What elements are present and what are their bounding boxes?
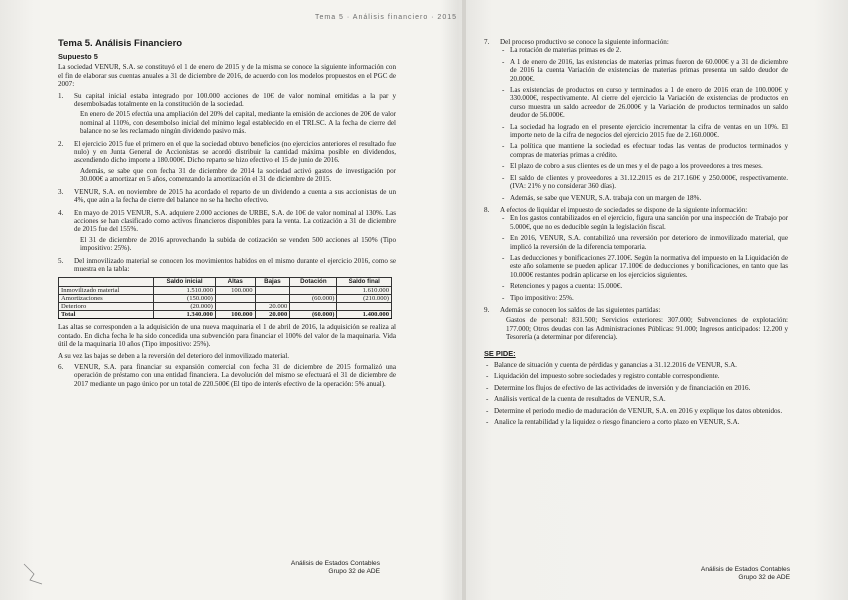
page-title: Tema 5. Análisis Financiero: [58, 38, 183, 49]
footer-line: Análisis de Estados Contables: [700, 566, 790, 573]
list-item: [484, 306, 788, 342]
table-cell: [337, 302, 392, 310]
table-note: Las altas se corresponden a la adquisición de una nueva maquinaria el 1 de abril de 2016, la adquisición se realiza al contado. En dicha fecha le ha sido concedida una subvención para financiar el 100% del valor de la maquinaria. Vida útil de la maquinaria 10 años (Tipo impositivo: 25%).: [58, 323, 396, 349]
table-cell: [255, 286, 290, 294]
item-text: Su capital inicial estaba integrado por 100.000 acciones de 10€ de valor nominal emitidas a la par y desembolsadas totalmente en la constitución de la sociedad.: [74, 91, 396, 109]
fixed-assets-table: [58, 277, 392, 319]
table-cell: Total: [59, 311, 154, 319]
item-number: 9.: [484, 305, 490, 314]
footer-line: Análisis de Estados Contables: [290, 560, 380, 567]
bullet-list: [500, 46, 788, 202]
table-header-row: [59, 278, 392, 286]
item-number: 3.: [58, 187, 64, 196]
list-item: [58, 209, 396, 253]
table-cell: [215, 302, 255, 310]
table-cell: (20.000): [154, 302, 216, 310]
bullet-item: - En los gastos contabilizados en el ejercicio, figura una sanción por una inspección de Trabajo por 5.000€, que no es deducible según la legislación fiscal.: [500, 214, 788, 231]
bullet-item: - Retenciones y pagos a cuenta: 15.000€.: [500, 282, 788, 290]
table-cell: (210.000): [337, 294, 392, 302]
item-text: VENUR, S.A. en noviembre de 2015 ha acordado el reparto de un dividendo a cuenta a sus accionistas de un 4%, que aún a la fecha de cierre del balance no se ha hecho efectivo.: [74, 187, 396, 205]
item-number: 6.: [58, 362, 64, 371]
bullet-list: [500, 214, 788, 302]
item-number: 8.: [484, 205, 490, 214]
item-number: 1.: [58, 91, 64, 100]
table-cell: [290, 302, 337, 310]
table-cell: [215, 294, 255, 302]
bullet-item: - Las existencias de productos en curso y terminados a 1 de enero de 2016 eran de 100.000€ y 330.000€, respectivamente. Al cierre del ejercicio la Variación de existencias de productos en curso muestra un saldo acreedor de 26.000€ y la Variación de productos terminados un saldo deudor de 56.000€.: [500, 86, 788, 120]
list-item: [58, 92, 396, 136]
bullet-item: - A 1 de enero de 2016, las existencias de materias primas fueron de 60.000€ y a 31 de diciembre de 2016 la cuenta Variación de existencias de materias primas presenta un saldo deudor de 20.000€.: [500, 58, 788, 83]
table-header-cell: Bajas: [255, 278, 290, 286]
list-item: [484, 38, 788, 202]
list-item: [58, 188, 396, 205]
table-cell: Deterioro: [59, 302, 154, 310]
item-number: 4.: [58, 208, 64, 217]
task-item: - Determine el periodo medio de maduración de VENUR, S.A. en 2016 y explique los datos obtenidos.: [484, 407, 788, 415]
item-subparagraph: Además, se sabe que con fecha 31 de diciembre de 2014 la sociedad activó gastos de investigación por 30.000€ a amortizar en 5 años, comenzando la amortización el 31 de diciembre de 2015.: [80, 166, 396, 184]
table-row: [59, 302, 392, 310]
footer-line: Grupo 32 de ADE: [738, 573, 790, 581]
table-cell: 20.000: [255, 302, 290, 310]
bullet-item: - La sociedad ha logrado en el presente ejercicio incrementar la cifra de ventas en un 10%. El importe neto de la cifra de negocios del ejercicio 2015 fue de 2.160.000€.: [500, 123, 788, 140]
item-subparagraph: El 31 de diciembre de 2016 aprovechando la subida de cotización se venden 500 acciones al 150% (Tipo impositivo: 25%).: [80, 235, 396, 253]
list-item: [58, 257, 396, 274]
numbered-items: [58, 92, 396, 274]
table-cell: Amortizaciones: [59, 294, 154, 302]
list-item: [58, 140, 396, 184]
header-scribble: Tema 5 · Análisis financiero · 2015: [315, 14, 457, 21]
case-subtitle: Supuesto 5: [58, 52, 98, 61]
task-item: - Liquidación del impuesto sobre sociedades y registro contable correspondiente.: [484, 372, 788, 380]
table-cell: Inmovilizado material: [59, 286, 154, 294]
item-text: Del proceso productivo se conoce la siguiente información:: [500, 38, 669, 46]
table-cell: 100.000: [215, 311, 255, 319]
task-item: - Analice la rentabilidad y la liquidez o riesgo financiero a corto plazo en VENUR, S.A.: [484, 418, 788, 426]
item-number: 7.: [484, 38, 490, 46]
bullet-item: - El plazo de cobro a sus clientes es de un mes y el de pago a los proveedores a tres meses.: [500, 162, 788, 170]
list-item: [58, 363, 396, 388]
task-item: - Análisis vertical de la cuenta de resultados de VENUR, S.A.: [484, 395, 788, 403]
table-cell: 1.400.000: [337, 311, 392, 319]
item-text: El ejercicio 2015 fue el primero en el que la sociedad obtuvo beneficios (no ejercicios anteriores el resultado fue nulo) y en Junta General de Accionistas se acordó distribuir la cantidad máxima posible en dividendos, ascendiendo dicho importe a 180.000€. Dicho reparto se hizo efectivo el 15 de junio de 2016.: [74, 139, 396, 165]
right-page: [484, 38, 788, 429]
bullet-item: - La rotación de materias primas es de 2.: [500, 46, 788, 54]
left-page: [58, 38, 396, 392]
bullet-item: - Las deducciones y bonificaciones 27.100€. Según la normativa del impuesto en la Liquidación de este año solamente se pueden aplicar 17.100€ de deducciones y bonificaciones, en tanto que las 10.000€ restantes podrán aplicarse en los ejercicios siguientes.: [500, 254, 788, 279]
bullet-item: - El saldo de clientes y proveedores a 31.12.2015 es de 217.160€ y 250.000€, respectivamente. (IVA: 21% y no considerar 360 días).: [500, 174, 788, 191]
table-cell: [290, 286, 337, 294]
task-item: - Balance de situación y cuenta de pérdidas y ganancias a 31.12.2016 de VENUR, S.A.: [484, 361, 788, 369]
table-cell: (60.000): [290, 311, 337, 319]
bullet-item: - La política que mantiene la sociedad es efectuar todas las ventas de productos terminados y compras de materias primas a crédito.: [500, 142, 788, 159]
list-item: [484, 206, 788, 302]
item-number: 2.: [58, 139, 64, 148]
page-fold-gutter: [462, 0, 466, 600]
right-page-footer: [660, 566, 790, 581]
table-total-row: [59, 311, 392, 319]
se-pide-heading: SE PIDE:: [484, 348, 516, 358]
footer-line: Grupo 32 de ADE: [328, 567, 380, 575]
item-text: Del inmovilizado material se conocen los movimientos habidos en el mismo durante el ejercicio 2016, como se muestra en la tabla:: [74, 256, 396, 273]
table-header-cell: Saldo final: [337, 278, 392, 286]
item-text: Además se conocen los saldos de las siguientes partidas:: [500, 305, 661, 314]
numbered-items-right: [484, 38, 788, 342]
item-subparagraph: Gastos de personal: 831.500; Servicios exteriores: 307.000; Subvenciones de explotación: 177.000; Otros deudas con las Administraciones Públicas: 91.000; Ingresos anticipados: 12.200 y Tesorería (a determinar por diferencia).: [506, 316, 788, 342]
table-header-cell: Altas: [215, 278, 255, 286]
table-header-cell: Saldo inicial: [154, 278, 216, 286]
intro-paragraph: La sociedad VENUR, S.A. se constituyó el 1 de enero de 2015 y de la misma se conoce la siguiente información con el fin de elaborar sus cuentas anuales a 31 de diciembre de 2016, de acuerdo con los modelos propuestos en el PGC de 2007:: [58, 63, 396, 89]
se-pide-list: [484, 361, 788, 426]
left-page-footer: [260, 560, 380, 575]
bullet-item: - Tipo impositivo: 25%.: [500, 294, 788, 302]
table-cell: 20.000: [255, 311, 290, 319]
bullet-item: - En 2016, VENUR, S.A. contabilizó una reversión por deterioro de inmovilizado material, que implicó la reversión de la diferencia temporaria.: [500, 234, 788, 251]
numbered-items-continued: [58, 363, 396, 388]
task-item: - Determine los flujos de efectivo de las actividades de inversión y de financiación en 2016.: [484, 384, 788, 392]
table-cell: 100.000: [215, 286, 255, 294]
table-header-cell: [59, 278, 154, 286]
table-cell: 1.610.000: [337, 286, 392, 294]
pen-scribble-mark: [22, 560, 48, 586]
table-cell: 1.340.000: [154, 311, 216, 319]
item-number: 5.: [58, 256, 64, 265]
table-cell: (60.000): [290, 294, 337, 302]
table-row: [59, 286, 392, 294]
table-note: A su vez las bajas se deben a la reversión del deterioro del inmovilizado material.: [58, 351, 290, 360]
item-text: En mayo de 2015 VENUR, S.A. adquiere 2.000 acciones de URBE, S.A. de 10€ de valor nominal al 130%. Las acciones se han clasificado como activos financieros disponibles para la venta. La cotización a 31 de diciembre de 2015 fue del 155%.: [74, 208, 396, 234]
bullet-item: - Además, se sabe que VENUR, S.A. trabaja con un margen de 18%.: [500, 194, 788, 202]
table-row: [59, 294, 392, 302]
table-cell: (150.000): [154, 294, 216, 302]
item-subparagraph: En enero de 2015 efectúa una ampliación del 20% del capital, mediante la emisión de acciones de 20€ de valor nominal al 110%, con desembolso inicial del mínimo legal establecido en el TRLSC. A la fecha de cierre del balance no se les reclamado ningún dividendo pasivo más.: [80, 110, 396, 136]
item-text: VENUR, S.A. para financiar su expansión comercial con fecha 31 de diciembre de 2015 formalizó una operación de préstamo con una entidad financiera. La devolución del mismo se efectuará el 31 de diciembre de 2017 mediante un pago único por un total de 220.500€ (El tipo de interés efectivo de la operación: 5% anual).: [74, 362, 396, 388]
item-text: A efectos de liquidar el impuesto de sociedades se dispone de la siguiente información:: [500, 205, 748, 214]
table-cell: 1.510.000: [154, 286, 216, 294]
table-cell: [255, 294, 290, 302]
table-header-cell: Dotación: [290, 278, 337, 286]
